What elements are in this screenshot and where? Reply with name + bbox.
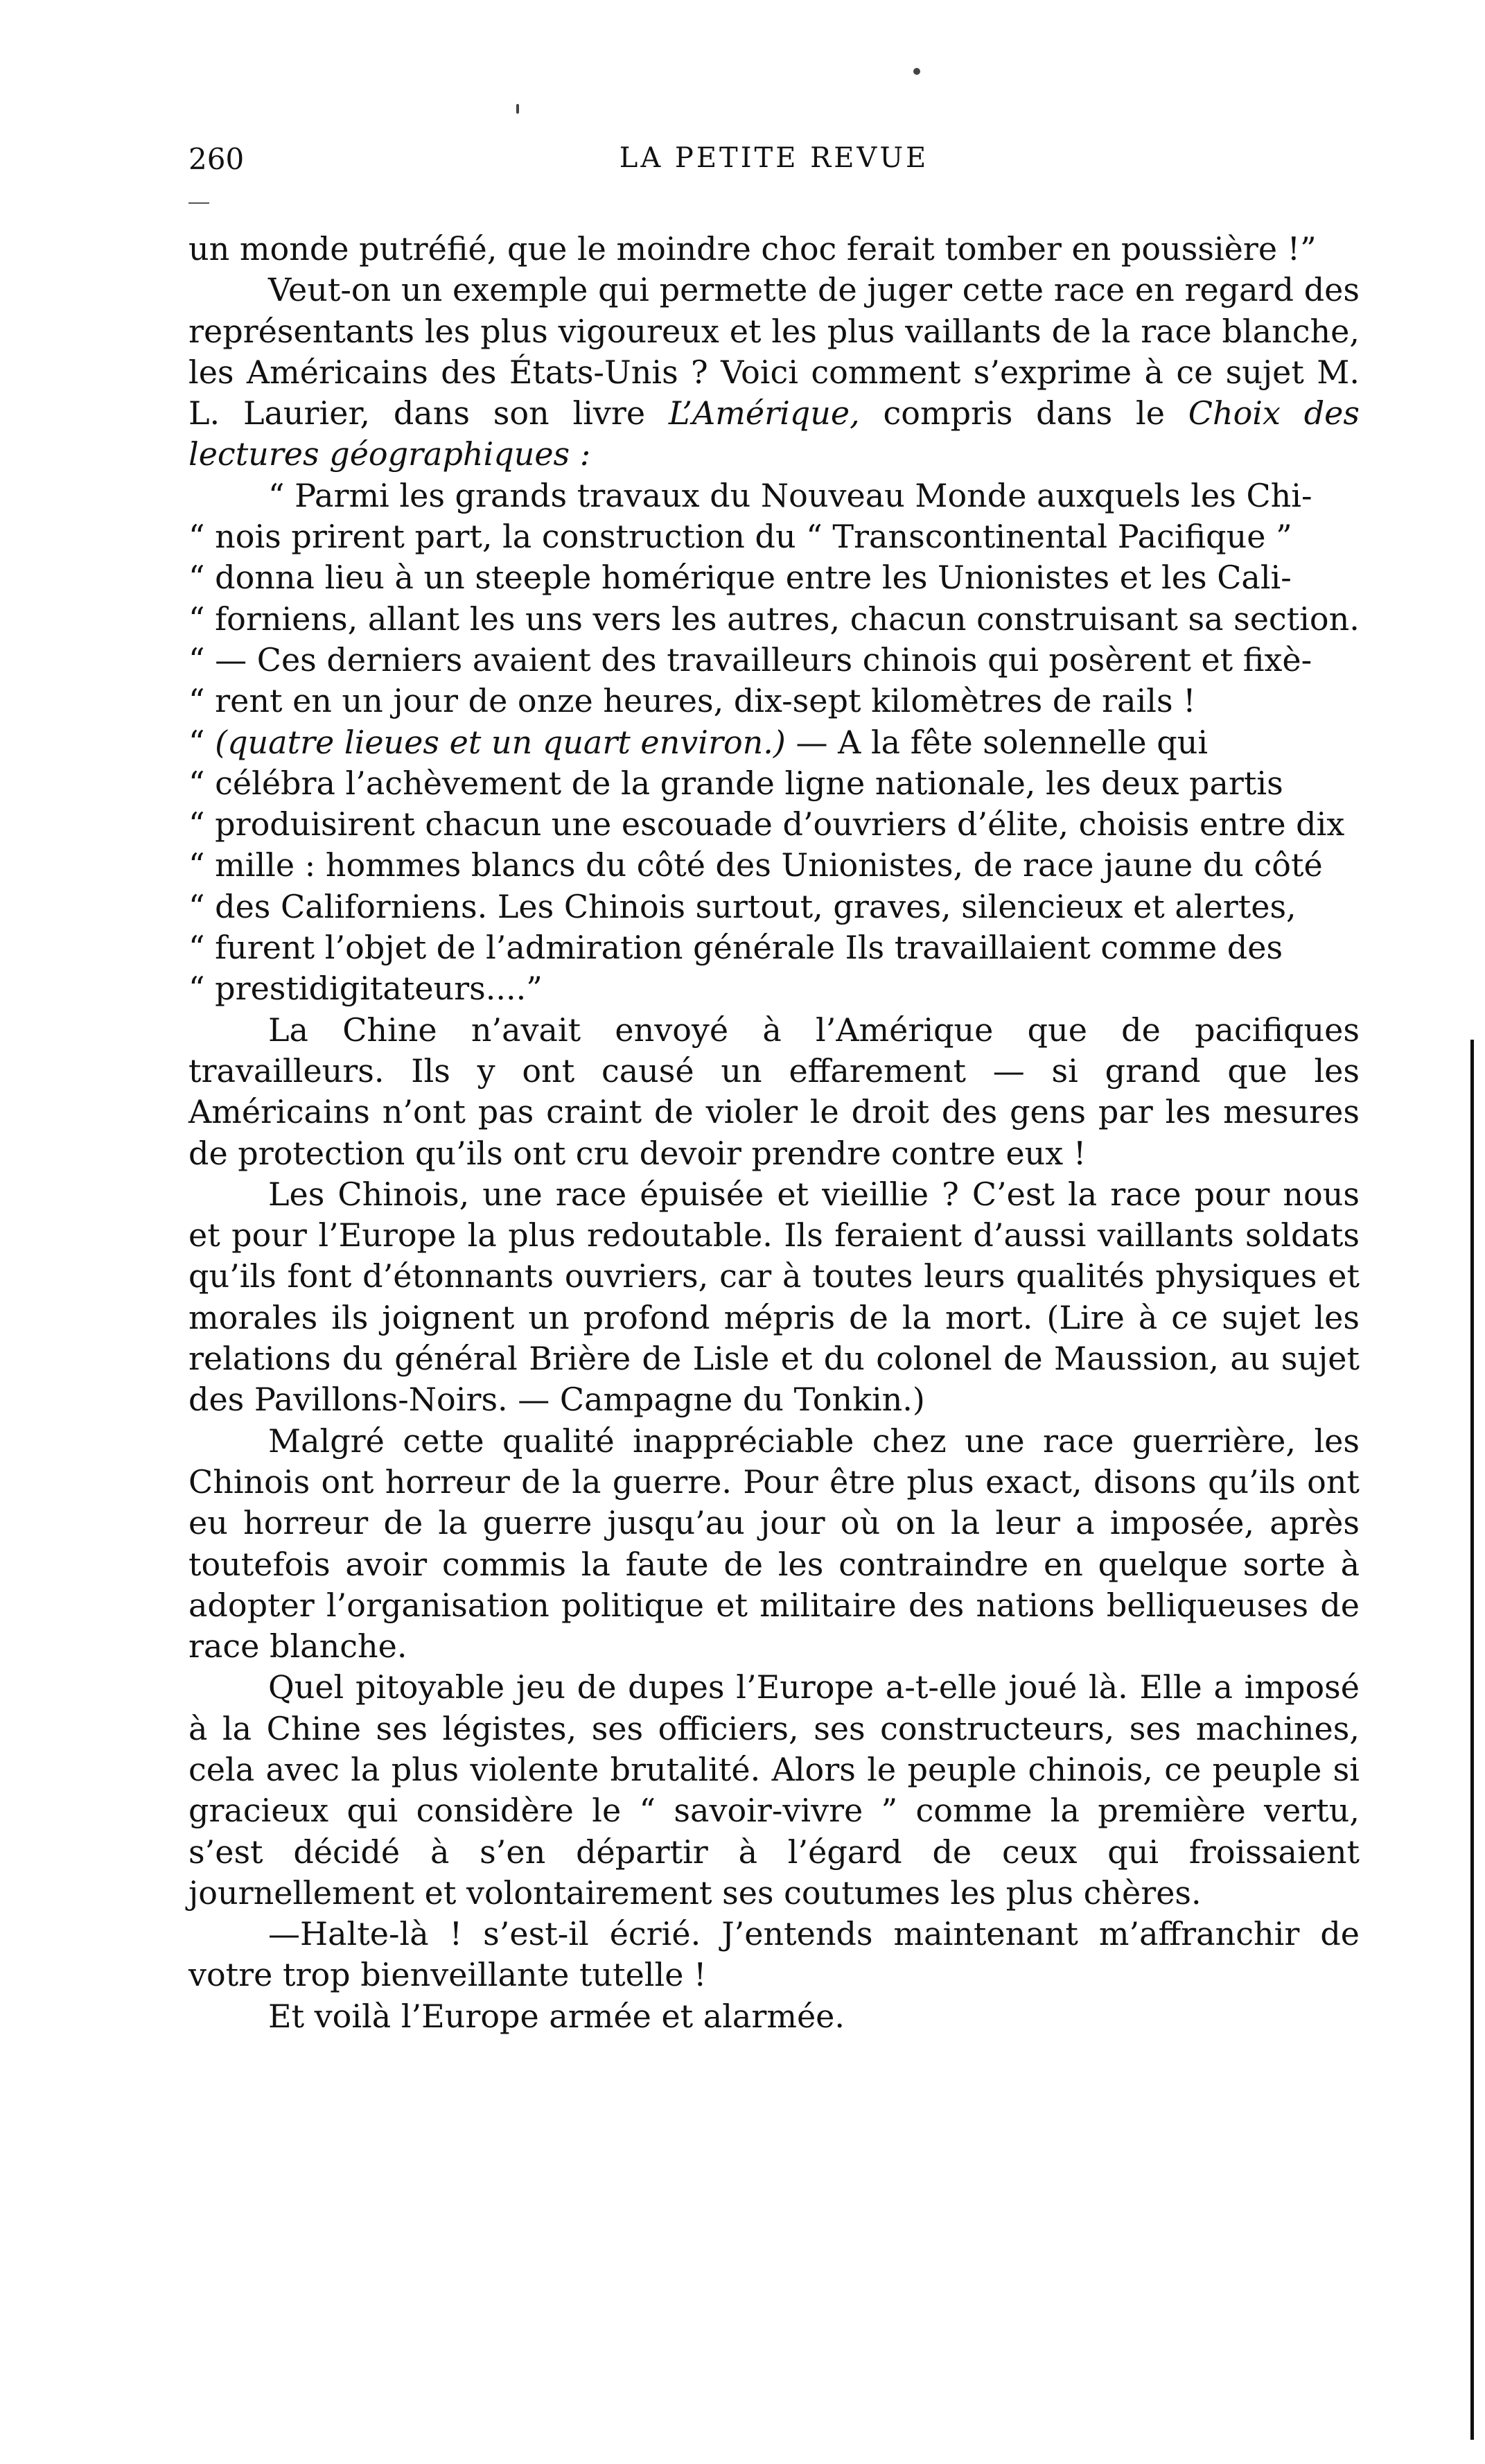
book-title: L’Amérique, bbox=[668, 394, 860, 432]
quotation-block bbox=[188, 475, 1360, 1010]
quote-line: “ des Californiens. Les Chinois surtout, graves, silencieux et alertes, bbox=[188, 887, 1297, 925]
quote-line: “ rent en un jour de onze heures, dix-sept kilomètres de rails ! bbox=[188, 682, 1196, 720]
paragraph: Et voilà l’Europe armée et alarmée. bbox=[268, 1997, 845, 2035]
paragraph: La Chine n’avait envoyé à l’Amérique que de pacifiques travailleurs. Ils y ont causé un effarement — si grand que les Américains n’ont pas craint de violer le droit des gens par les mesures de protection qu’ils ont cru devoir prendre contre eux ! bbox=[188, 1011, 1360, 1172]
page-number: 260 bbox=[188, 142, 245, 176]
quote-italic: (quatre lieues et un quart environ.) bbox=[215, 723, 786, 761]
quote-line: “ furent l’objet de l’admiration générale Ils travaillaient comme des bbox=[188, 929, 1283, 967]
paragraph-text: compris dans le bbox=[859, 394, 1188, 432]
scan-speck bbox=[516, 104, 519, 114]
page-header bbox=[188, 142, 1360, 191]
quote-line: “ célébra l’achèvement de la grande ligne nationale, les deux partis bbox=[188, 764, 1283, 802]
quote-mark: “ bbox=[188, 723, 216, 761]
quote-line bbox=[188, 722, 1360, 763]
paragraph: Malgré cette qualité inappréciable chez une race guerrière, les Chinois ont horreur de la guerre. Pour être plus exact, disons qu’ils ont eu horreur de la guerre jusqu’au jour où on la leur a imposée, après toutefois avoir commis la faute de les contraindre en quelque sorte à adopter l’organisation politique et militaire des nations belliqueuses de race blanche. bbox=[188, 1422, 1360, 1666]
quote-line: “ Parmi les grands travaux du Nouveau Monde auxquels les Chi- bbox=[268, 476, 1312, 514]
series-title: Choix des lectures géographiques : bbox=[188, 394, 1360, 473]
quote-line: “ produisirent chacun une escouade d’ouvriers d’élite, choisis entre dix bbox=[188, 805, 1345, 844]
quote-line: “ prestidigitateurs....” bbox=[188, 970, 543, 1008]
quote-line: “ donna lieu à un steeple homérique entre les Unionistes et les Cali- bbox=[188, 559, 1292, 597]
paragraph bbox=[188, 270, 1360, 475]
paragraph: Quel pitoyable jeu de dupes l’Europe a-t-elle joué là. Elle a imposé à la Chine ses légistes, ses officiers, ses constructeurs, ses machines, cela avec la plus violente brutalité. Alors le peuple chinois, ce peuple si gracieux qui considère le “ savoir-vivre ” comme la première vertu, s’est décidé à s’en départir à l’égard de ceux qui froissaient journellement et volontairement ses coutumes les plus chères. bbox=[188, 1668, 1360, 1912]
page-body bbox=[188, 229, 1360, 2037]
paragraph: Les Chinois, une race épuisée et vieillie ? C’est la race pour nous et pour l’Europe la plus redoutable. Ils feraient d’aussi vaillants soldats qu’ils font d’étonnants ouvriers, car à toutes leurs qualités physiques et morales ils joignent un profond mépris de la mort. (Lire à ce sujet les relations du général Brière de Lisle et du colonel de Maussion, au sujet des Pavillons-Noirs. — Campagne du Tonkin.) bbox=[188, 1175, 1360, 1419]
quote-text: — A la fête solennelle qui bbox=[785, 723, 1209, 761]
quote-line: “ — Ces derniers avaient des travailleurs chinois qui posèrent et fixè- bbox=[188, 640, 1312, 679]
scan-edge-bar bbox=[1470, 1040, 1474, 2440]
header-rule bbox=[188, 202, 209, 204]
paragraph: —Halte-là ! s’est-il écrié. J’entends maintenant m’affranchir de votre trop bienveillante tutelle ! bbox=[188, 1915, 1360, 1994]
running-title: LA PETITE REVUE bbox=[619, 142, 929, 174]
quote-line: “ nois prirent part, la construction du “ Transcontinental Pacifique ” bbox=[188, 518, 1292, 556]
paragraph: un monde putréfié, que le moindre choc ferait tomber en poussière !” bbox=[188, 230, 1317, 268]
quote-line: “ mille : hommes blancs du côté des Unionistes, de race jaune du côté bbox=[188, 846, 1323, 884]
paragraph-text: Veut-on un exemple qui permette de juger cette race en regard des représentants les plus vigoureux et les plus vaillants de la race blanche, les Américains des États-Unis ? Voici comment s’exprime à ce sujet M. L. Laurier, dans son livre bbox=[188, 271, 1360, 432]
quote-line: “ forniens, allant les uns vers les autres, chacun construisant sa section. bbox=[188, 600, 1360, 638]
scan-speck bbox=[913, 68, 920, 75]
